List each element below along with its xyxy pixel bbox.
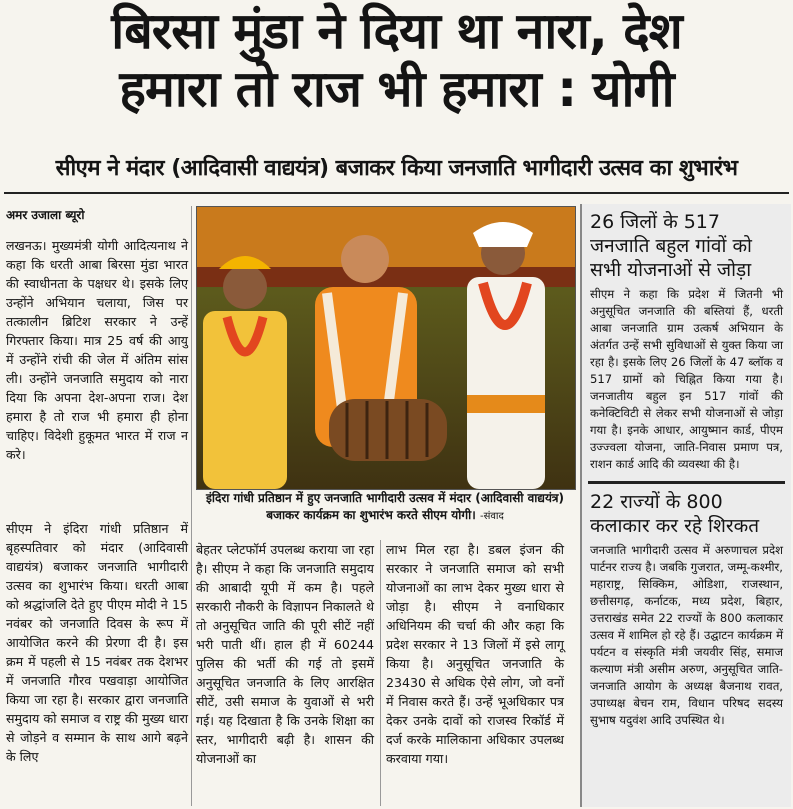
sidebar-separator (588, 481, 785, 484)
mandar-drum (329, 399, 447, 461)
article-paragraph-2: सीएम ने इंदिरा गांधी प्रतिष्ठान में बृहस्पतिवार को मंदार (आदिवासी वाद्ययंत्र) बजाकर जनजाति भागीदारी उत्सव का शुभारंभ किया। धरती आबा को श्रद्धांजलि देते हुए पीएम मोदी ने 15 नवंबर को जनजाति दिवस के रूप में आयोजित करने की प्रेरणा दी है। इस क्रम में पहली से 15 नवंबर तक देशभर में जनजाति गौरव पखवाड़ा आयोजित किया जा रहा है। सरकार द्वारा जनजाति समुदाय को समाज व राष्ट्र की मुख्य धारा से जोड़ने व सम्मान के साथ आगे बढ़ने के लिए (6, 521, 188, 764)
person-left (203, 256, 287, 489)
headline-line-1: बिरसा मुंडा ने दिया था नारा, देश (111, 2, 682, 60)
headline-line-2: हमारा तो राज भी हमारा : योगी (119, 60, 674, 118)
sidebar (580, 204, 791, 807)
headline (0, 2, 793, 118)
article-column-2-text: बेहतर प्लेटफॉर्म उपलब्ध कराया जा रहा है। सीएम ने कहा कि जनजाति समुदाय की आबादी यूपी में कम है। पहले सरकारी नौकरी के विज्ञापन निकालते थे तो अनुसूचित जाति की पूरी सीटें नहीं भरी पाती थीं। हाल ही में 60244 पुलिस की भर्ती की गई तो इसमें अनुसूचित जनजाति के लिए आरक्षित सीटें, उसी समाज के युवाओं से भरी गई। यह दिखाता है कि उनके शिक्षा का स्तर, भागीदारी बढ़ी है। शासन की योजनाओं का (196, 542, 374, 766)
event-photo (196, 206, 576, 490)
article-column-3-text: लाभ मिल रहा है। डबल इंजन की सरकार ने जनजाति समाज को सभी योजनाओं का लाभ देकर मुख्य धारा से जोड़ा है। सीएम ने वनाधिकार अधिनियम की चर्चा की और कहा कि प्रदेश सरकार ने 13 जिलों में इसे लागू किया है। अनुसूचित जनजाति के 23430 से अधिक ऐसे लोग, जो वनों में निवास करते हैं। उन्हें भूअधिकार पत्र देकर उनके दावों को राजस्व रिकॉर्ड में दर्ज करके मालिकाना अधिकार उपलब्ध करवाया गया। (386, 542, 564, 766)
sidebar-box-1-title: 26 जिलों के 517 जनजाति बहुल गांवों को सभी योजनाओं से जोड़ा (590, 211, 752, 281)
article-column-1-bottom (6, 519, 188, 766)
article-paragraph-1: लखनऊ। मुख्यमंत्री योगी आदित्यनाथ ने कहा कि धरती आबा बिरसा मुंडा भारत की स्वाधीनता के पक्षधर थे। इसके लिए उन्होंने अभियान चलाया, जिस पर तत्कालीन ब्रिटिश सरकार ने उन्हें गिरफ्तार किया। मात्र 25 वर्ष की आयु में उन्होंने रांची की जेल में अंतिम सांस ली। उन्होंने जनजाति समुदाय को नारा दिया कि अपना देश-अपना राज। देश हमारा है तो राज भी हमारा ही होना चाहिए। विदेशी हुकूमत भारत में राज न करे। (6, 238, 188, 462)
article-column-3 (386, 540, 564, 768)
sidebar-box-1-text: सीएम ने कहा कि प्रदेश में जितनी भी अनुसूचित जनजाति की बस्तियां हैं, धरती आबा जनजाति ग्राम उत्कर्ष अभियान के अंतर्गत उन्हें सभी सुविधाओं से युक्त किया जा रहा है। इसके लिए 26 जिलों के 47 ब्लॉक व 517 ग्रामों को चिह्नित किया गया है। जनजातीय बहुल इन 517 गांवों की कनेक्टिविटी से लेकर सभी योजनाओं से जोड़ा गया है। इनके आधार, आयुष्मान कार्ड, पीएम उज्ज्वला योजना, जाति-निवास प्रमाण पत्र, राशन कार्ड आदि की व्यवस्था की है। (590, 287, 783, 471)
article-column-2 (196, 540, 374, 768)
photo-illustration (197, 207, 575, 489)
photo-credit: -संवाद (479, 511, 504, 522)
column-divider (191, 206, 192, 806)
photo-caption (196, 490, 574, 525)
subheadline: सीएम ने मंदार (आदिवासी वाद्ययंत्र) बजाकर किया जनजाति भागीदारी उत्सव का शुभारंभ (55, 156, 738, 181)
article-column-1-top (6, 236, 188, 464)
header-rule (4, 192, 789, 194)
sidebar-box-2-text: जनजाति भागीदारी उत्सव में अरुणाचल प्रदेश पार्टनर राज्य है। जबकि गुजरात, जम्मू-कश्मीर, महाराष्ट्र, सिक्किम, ओडिशा, राजस्थान, छत्तीसगढ़, कर्नाटक, मध्य प्रदेश, बिहार, उत्तराखंड समेत 22 राज्यों के 800 कलाकार उत्सव में शामिल हो रहे हैं। उद्घाटन कार्यक्रम में पर्यटन व संस्कृति मंत्री जयवीर सिंह, समाज कल्याण मंत्री असीम अरुण, अनुसूचित जाति-जनजाति आयोग के अध्यक्ष बैजनाथ रावत, उपाध्यक्ष बेचन राम, विधान परिषद सदस्य सुभाष यदुवंश आदि उपस्थित थे। (590, 543, 783, 727)
column-divider (380, 540, 381, 806)
sidebar-box-2-title: 22 राज्यों के 800 कलाकार कर रहे शिरकत (590, 491, 760, 537)
caption-text: इंदिरा गांधी प्रतिष्ठान में हुए जनजाति भागीदारी उत्सव में मंदार (आदिवासी वाद्ययंत्र) बजाकर कार्यक्रम का शुभारंभ करते सीएम योगी। (205, 491, 565, 522)
byline: अमर उजाला ब्यूरो (6, 208, 85, 222)
